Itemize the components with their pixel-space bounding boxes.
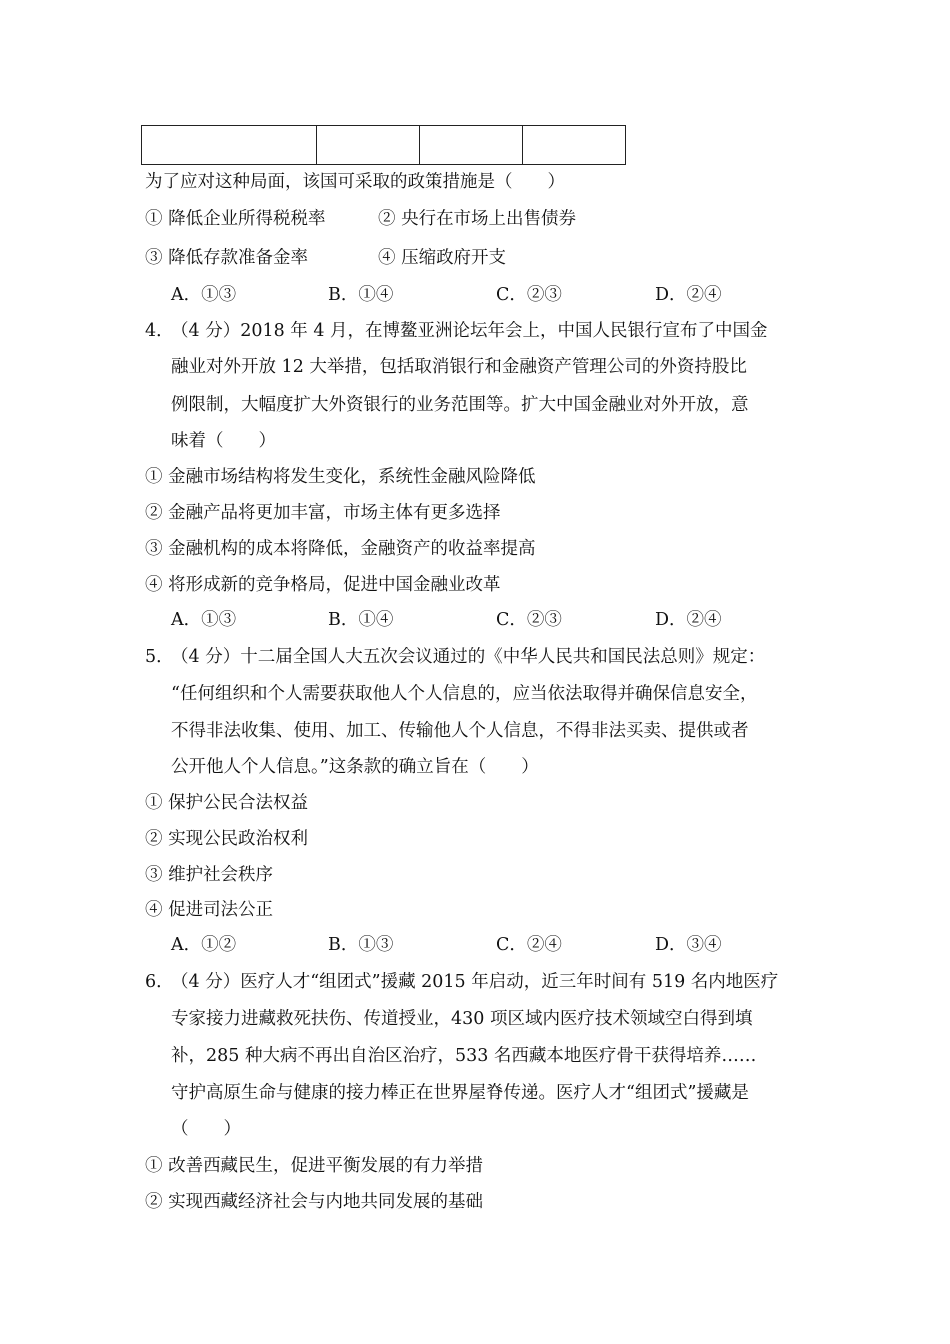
table-row — [142, 126, 626, 165]
table-cell — [142, 126, 317, 165]
q3-option-b[interactable]: B．①④ — [328, 285, 394, 305]
q5-item-3: ③ 维护社会秩序 — [145, 865, 274, 885]
q4-option-a[interactable]: A．①③ — [171, 610, 237, 630]
q4-number: 4． — [145, 321, 174, 341]
q3-option-c[interactable]: C．②③ — [496, 285, 562, 305]
q6-item-1: ① 改善西藏民生，促进平衡发展的有力举措 — [145, 1156, 484, 1176]
q3-item-4: ④ 压缩政府开支 — [378, 248, 507, 268]
table-cell — [523, 126, 626, 165]
q5-option-b[interactable]: B．①③ — [328, 935, 394, 955]
q5-option-a[interactable]: A．①② — [171, 935, 237, 955]
q5-item-2: ② 实现公民政治权利 — [145, 829, 309, 849]
q6-stem-line: 守护高原生命与健康的接力棒正在世界屋脊传递。医疗人才“组团式”援藏是 — [171, 1083, 749, 1103]
q4-stem-line: 融业对外开放 12 大举措，包括取消银行和金融资产管理公司的外资持股比 — [171, 357, 747, 377]
table-cell — [317, 126, 420, 165]
data-table — [141, 125, 626, 165]
q3-stem: 为了应对这种局面，该国可采取的政策措施是（ ） — [145, 172, 565, 192]
q6-stem-line: （4 分）医疗人才“组团式”援藏 2015 年启动，近三年时间有 519 名内地医疗 — [171, 972, 779, 992]
table-cell — [420, 126, 523, 165]
q4-item-3: ③ 金融机构的成本将降低，金融资产的收益率提高 — [145, 539, 536, 559]
q5-item-1: ① 保护公民合法权益 — [145, 793, 309, 813]
q6-number: 6． — [145, 972, 174, 992]
q4-option-c[interactable]: C．②③ — [496, 610, 562, 630]
q6-stem-line: 补，285 种大病不再出自治区治疗，533 名西藏本地医疗骨干获得培养…… — [171, 1046, 757, 1066]
q5-number: 5． — [145, 647, 174, 667]
q4-stem-line: 例限制，大幅度扩大外资银行的业务范围等。扩大中国金融业对外开放，意 — [171, 395, 749, 415]
q4-item-2: ② 金融产品将更加丰富，市场主体有更多选择 — [145, 503, 501, 523]
q5-option-c[interactable]: C．②④ — [496, 935, 562, 955]
q5-item-4: ④ 促进司法公正 — [145, 900, 274, 920]
q5-stem-line: （4 分）十二届全国人大五次会议通过的《中华人民共和国民法总则》规定： — [171, 647, 766, 667]
q4-stem-line: （4 分）2018 年 4 月，在博鳌亚洲论坛年会上，中国人民银行宣布了中国金 — [171, 321, 768, 341]
q4-item-1: ① 金融市场结构将发生变化，系统性金融风险降低 — [145, 467, 536, 487]
q4-option-d[interactable]: D．②④ — [655, 610, 722, 630]
q3-option-d[interactable]: D．②④ — [655, 285, 722, 305]
q5-stem-line: 公开他人个人信息。”这条款的确立旨在（ ） — [171, 757, 539, 777]
q5-stem-line: “任何组织和个人需要获取他人个人信息的，应当依法取得并确保信息安全， — [171, 684, 758, 704]
q3-option-a[interactable]: A．①③ — [171, 285, 237, 305]
q3-item-3: ③ 降低存款准备金率 — [145, 248, 309, 268]
q4-option-b[interactable]: B．①④ — [328, 610, 394, 630]
q4-stem-line: 味着（ ） — [171, 431, 276, 451]
q4-item-4: ④ 将形成新的竞争格局，促进中国金融业改革 — [145, 575, 501, 595]
q5-option-d[interactable]: D．③④ — [655, 935, 722, 955]
q6-item-2: ② 实现西藏经济社会与内地共同发展的基础 — [145, 1192, 484, 1212]
q5-stem-line: 不得非法收集、使用、加工、传输他人个人信息，不得非法买卖、提供或者 — [171, 721, 749, 741]
q3-item-2: ② 央行在市场上出售债券 — [378, 209, 577, 229]
q3-item-1: ① 降低企业所得税税率 — [145, 209, 326, 229]
q6-stem-line: （ ） — [171, 1119, 241, 1139]
q6-stem-line: 专家接力进藏救死扶伤、传道授业，430 项区域内医疗技术领域空白得到填 — [171, 1009, 753, 1029]
